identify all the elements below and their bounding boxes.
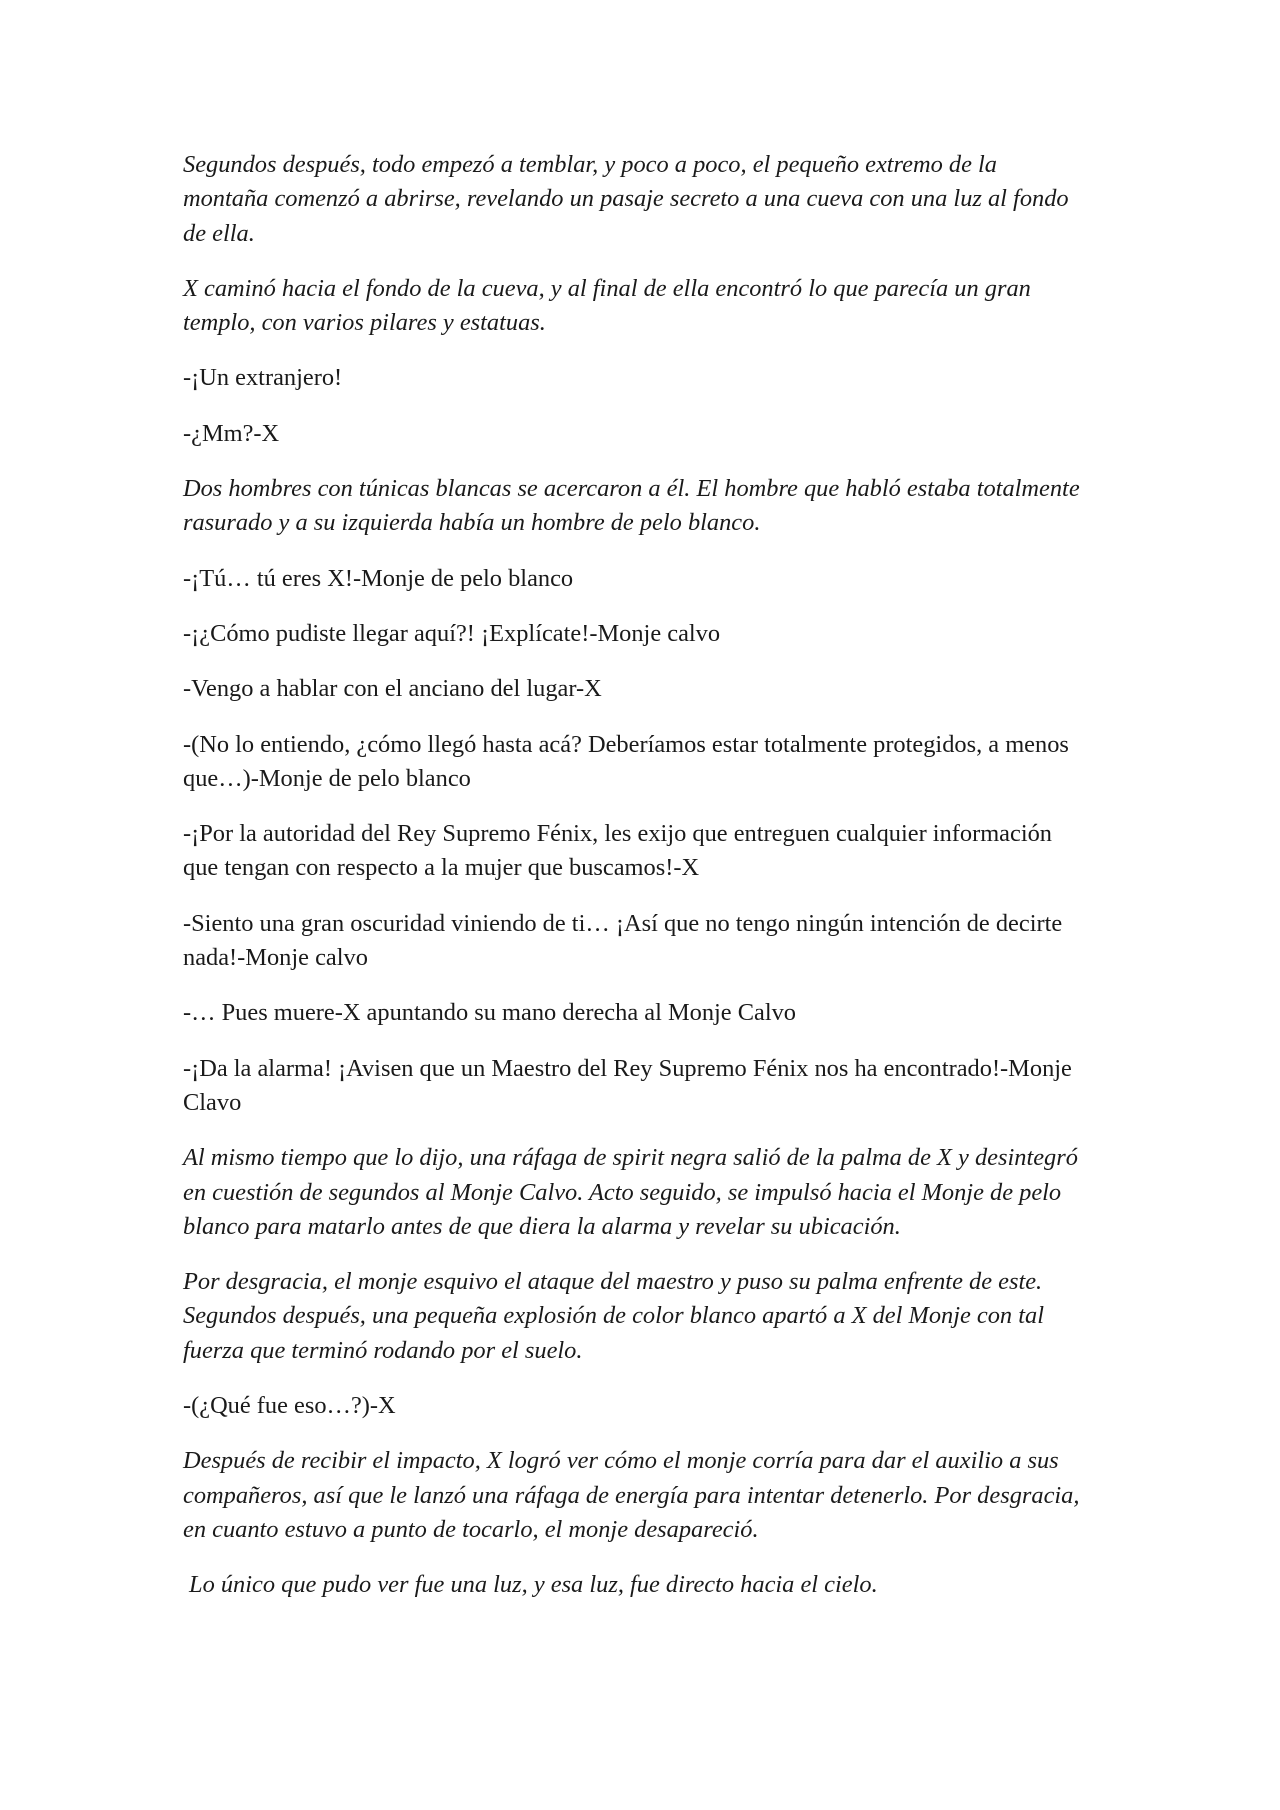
dialogue-line: -(¿Qué fue eso…?)-X — [183, 1392, 396, 1420]
dialogue-line: -Siento una gran oscuridad viniendo de ti… ¡Así que no tengo ningún intención de decirte nada!-Monje calvo — [183, 909, 1063, 972]
document-body — [183, 148, 1088, 1624]
dialogue-line: -¿Mm?-X — [183, 419, 280, 447]
dialogue-line: -¡Tú… tú eres X!-Monje de pelo blanco — [183, 564, 574, 592]
narration-paragraph: Al mismo tiempo que lo dijo, una ráfaga de spirit negra salió de la palma de X y desintegró en cuestión de segundos al Monje Calvo. Acto seguido, se impulsó hacia el Monje de pelo blanco para matarlo antes de que diera la alarma y revelar su ubicación. — [183, 1144, 1078, 1240]
narration-paragraph: Segundos después, todo empezó a temblar, y poco a poco, el pequeño extremo de la montaña comenzó a abrirse, revelando un pasaje secreto a una cueva con una luz al fondo de ella. — [183, 151, 1069, 247]
dialogue-line: -¡Da la alarma! ¡Avisen que un Maestro del Rey Supremo Fénix nos ha encontrado!-Monje Clavo — [183, 1054, 1072, 1116]
narration-paragraph: X caminó hacia el fondo de la cueva, y al final de ella encontró lo que parecía un gran templo, con varios pilares y estatuas. — [183, 274, 1031, 337]
dialogue-line: -¡Por la autoridad del Rey Supremo Fénix, les exijo que entreguen cualquier información que tengan con respecto a la mujer que buscamos!-X — [183, 820, 1052, 882]
dialogue-line: -(No lo entiendo, ¿cómo llegó hasta acá? Deberíamos estar totalmente protegidos, a menos que…)-Monje de pelo blanco — [183, 730, 1069, 792]
narration-paragraph: Lo único que pudo ver fue una luz, y esa luz, fue directo hacia el cielo. — [189, 1571, 878, 1599]
dialogue-line: -¡¿Cómo pudiste llegar aquí?! ¡Explícate!-Monje calvo — [183, 619, 721, 647]
dialogue-line: -Vengo a hablar con el anciano del lugar-X — [183, 675, 602, 703]
narration-paragraph: Después de recibir el impacto, X logró ver cómo el monje corría para dar el auxilio a sus compañeros, así que le lanzó una ráfaga de energía para intentar detenerlo. Por desgracia, en cuanto estuvo a punto de tocarlo, el monje desapareció. — [183, 1447, 1080, 1543]
narration-paragraph: Dos hombres con túnicas blancas se acercaron a él. El hombre que habló estaba totalmente rasurado y a su izquierda había un hombre de pelo blanco. — [183, 475, 1080, 537]
narration-paragraph: Por desgracia, el monje esquivo el ataque del maestro y puso su palma enfrente de este. Segundos después, una pequeña explosión de color blanco apartó a X del Monje con tal fuerza que terminó rodando por el suelo. — [183, 1268, 1044, 1364]
dialogue-line: -¡Un extranjero! — [183, 364, 343, 392]
dialogue-line: -… Pues muere-X apuntando su mano derecha al Monje Calvo — [183, 999, 796, 1027]
